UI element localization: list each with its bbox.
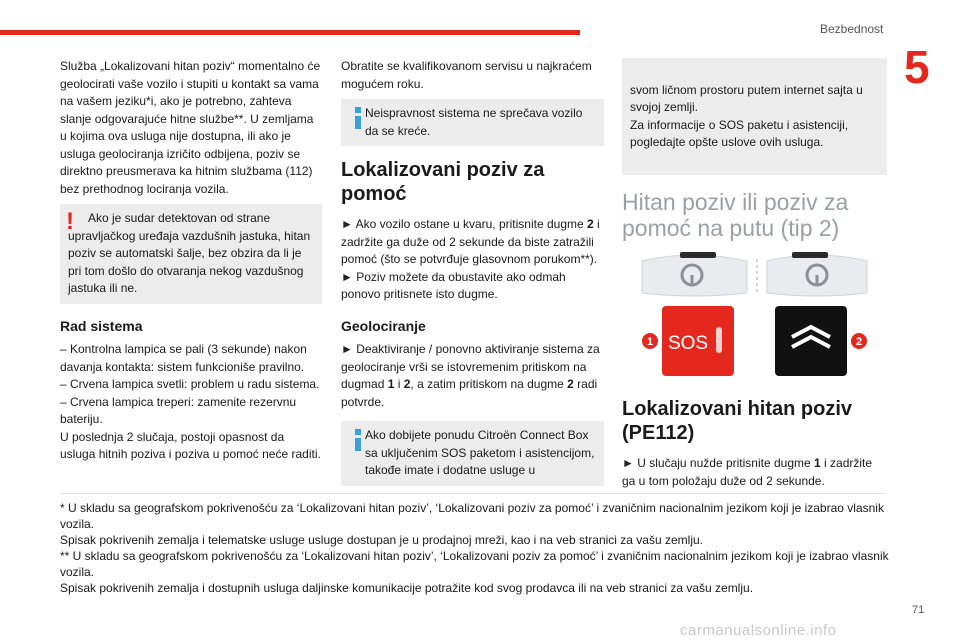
warning-text: Ako je sudar detektovan od strane upravljačkog uređaja vazdušnih jastuka, hitan poziv se automatski šalje, bez obzira da li je pri tom došlo do otvaranja nekog vazdušnog jastuka ili ne. xyxy=(68,211,311,295)
watermark: carmanualsonline.info xyxy=(680,622,837,639)
step-emergency: ► U slučaju nužde pritisnite dugme 1 i zadržite ga u tom položaju duže od 2 sekunde. xyxy=(622,456,873,488)
status-line-4: U poslednja 2 slučaja, postoji opasnost da usluga hitnih poziva i poziva u pomoć neće raditi. xyxy=(60,429,321,461)
status-line-1: – Kontrolna lampica se pali (3 sekunde) nakon davanja kontakta: sistem funkcioniše pravilno. xyxy=(60,342,307,374)
footnote-divider xyxy=(60,493,887,494)
info-text-2: Ako dobijete ponudu Citroën Connect Box sa uključenim SOS paketom i asistencijom, takođe imate i dodatne usluge u xyxy=(365,428,595,477)
ceiling-console-illustration xyxy=(622,249,887,389)
info-box-1 xyxy=(341,99,604,146)
info-icon xyxy=(349,107,367,129)
svg-text:2: 2 xyxy=(855,336,863,348)
chapter-number: 5 xyxy=(904,41,930,93)
info-icon xyxy=(349,429,367,451)
footnote-3: ** U skladu sa geografskom pokrivenošću za ‘Lokalizovani hitan poziv’, ‘Lokalizovani poziv za pomoć’ i zvaničnim nacionalnim jezikom koji je izabrao vlasnik vozila. xyxy=(60,549,889,579)
warning-exclamation-icon: ! xyxy=(66,208,74,235)
section-title: Bezbednost xyxy=(820,22,884,36)
status-line-3: – Crvena lampica treperi: zamenite rezervnu bateriju. xyxy=(60,394,297,426)
sos-buttons-figure xyxy=(622,249,887,389)
service-paragraph: Obratite se kvalifikovanom servisu u najkraćem mogućem roku. xyxy=(341,59,592,91)
heading-localized-assistance-call: Lokalizovani poziv za pomoć xyxy=(341,159,545,205)
sos-label: SOS xyxy=(667,333,709,354)
arrow-icon: ► xyxy=(341,217,353,231)
info-box-2 xyxy=(341,421,604,486)
footnote-1: * U skladu sa geografskom pokrivenošću za ‘Lokalizovani hitan poziv’, ‘Lokalizovani poziv za pomoć’ i zvaničnim nacionalnim jezikom koji je izabrao vlasnik vozila. xyxy=(60,501,884,531)
page-number: 71 xyxy=(912,604,925,616)
column-3 xyxy=(622,58,887,490)
subheading-geolocation: Geolociranje xyxy=(341,317,426,334)
assistance-button xyxy=(775,306,847,376)
step-2: ► Poziv možete da obustavite ako odmah ponovo pritisnete isto dugme. xyxy=(341,269,566,301)
arrow-icon: ► xyxy=(341,342,353,356)
column-2 xyxy=(341,58,604,496)
status-line-2: – Crvena lampica svetli: problem u radu sistema. xyxy=(60,377,320,391)
info-text-1: Neispravnost sistema ne sprečava vozilo da se kreće. xyxy=(365,106,583,138)
step-3: ► Deaktiviranje / ponovno aktiviranje sistema za geolociranje vrši se istovremenim pritiskom na dugmad 1 i 2, a zatim pritiskom na dugme 2 radi potvrde. xyxy=(341,342,600,409)
footnotes xyxy=(60,500,900,596)
header-red-bar xyxy=(0,30,580,35)
heading-localized-emergency-call: Lokalizovani hitan poziv (PE112) xyxy=(622,398,853,444)
subheading-system-operation: Rad sistema xyxy=(60,317,143,334)
step-1: ► Ako vozilo ostane u kvaru, pritisnite dugme 2 i zadržite ga duže od 2 sekunde da biste zatražili pomoć (što se potvrđuje glasovnom porukom**). xyxy=(341,217,600,266)
svg-text:1: 1 xyxy=(646,336,654,348)
heading-emergency-call-type2: Hitan poziv ili poziv za pomoć na putu (tip 2) xyxy=(622,189,849,241)
column-1 xyxy=(60,58,322,464)
footnote-4: Spisak pokrivenih zemalja i dostupnih usluga daljinske komunikacije potražite kod svog prodavca ili na veb stranici za vašu zemlju. xyxy=(60,581,754,595)
arrow-icon: ► xyxy=(622,456,634,470)
info-box-continued xyxy=(622,58,887,175)
arrow-icon: ► xyxy=(341,269,353,284)
footnote-2: Spisak pokrivenih zemalja i telematske usluge usluge dostupan je u prodajnoj mreži, kao i na veb stranici za vašu zemlju. xyxy=(60,533,704,547)
info-continued-text: svom ličnom prostoru putem internet sajta u svojoj zemlji. Za informacije o SOS paketu i asistenciji, pogledajte opšte uslove ovih usluga. xyxy=(630,82,863,149)
warning-box xyxy=(60,204,322,304)
intro-paragraph: Služba „Lokalizovani hitan poziv“ momentalno će geolocirati vaše vozilo i stupiti u kontakt sa vama na vašem jeziku*i, ako je potrebno, zahteva slanje odgovarajuće hitne službe**. U zemljama u kojima ova usluga nije dostupna, ili ako je usluga geolociranja izričito odbijena, poziv se direktno preusmerava ka hitnim službama (112) bez prethodnog lociranja vozila. xyxy=(60,59,321,196)
